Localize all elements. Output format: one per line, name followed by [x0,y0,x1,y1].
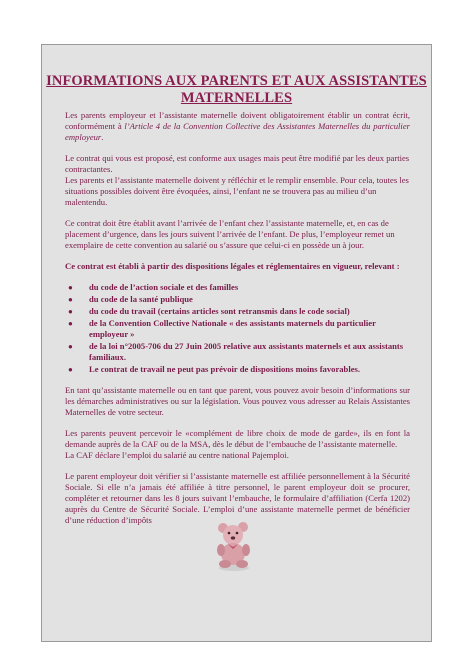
bullet-icon: ● [68,295,73,304]
bear-foot-right [236,560,248,568]
list-item-text: de la loi n°2005-706 du 27 Juin 2005 relative aux assistants maternels et aux assistants familiaux. [89,341,404,362]
paragraph-end: . [101,132,104,142]
list-item [65,282,410,293]
paragraph-text: Les parents employeur et l’assistante maternelle doivent obligatoirement établir un contrat écrit, conformément à [65,110,410,131]
list-item [65,294,410,305]
paragraph-legal-basis: Ce contrat est établi à partir des dispositions légales et réglementaires en vigueur, relevant : [65,261,400,271]
document-title: INFORMATIONS AUX PARENTS ET AUX ASSISTANTES MATERNELLES [46,73,427,106]
bear-arm-left [217,544,225,556]
list-item-text: du code de la santé publique [89,294,193,304]
bear-head [223,525,243,545]
list-item-text: de la Convention Collective Nationale « des assistants maternels du particulier employeur » [89,318,376,339]
bear-eye-left [228,532,231,535]
bear-nose [231,536,235,539]
bear-eye-right [236,532,239,535]
list-item [65,306,410,317]
paragraph-pajemploi: La CAF déclare l’emploi du salarié au centre national Pajemploi. [65,450,289,460]
paragraph-fill-together: Les parents et l’assistante maternelle doivent y réfléchir et le remplir ensemble. Pour cela, toutes les situations possibles doivent être évoquées, ainsi, l’enfant ne se trouvera pas au milieu d’un malentendu. [65,175,409,207]
bear-foot-left [219,560,231,568]
paragraph-contract-intro [65,110,410,143]
list-item-text: du code du travail (certains articles sont retransmis dans le code social) [89,306,350,316]
list-item-text: du code de l’action sociale et des familles [89,282,239,292]
bullet-icon: ● [68,319,73,328]
paragraph-relais-info: En tant qu’assistante maternelle ou en tant que parent, vous pouvez avoir besoin d’informations sur les démarches administratives ou sur la législation. Vous pouvez vous adresser au Relais Assistantes Maternelles de votre secteur. [65,385,410,417]
document-body [65,110,410,536]
paragraph-social-security: Le parent employeur doit vérifier si l’assistante maternelle est affiliée personnellement à la Sécurité Sociale. Si elle n’a jamais été affiliée à titre personnel, le parent employeur doit se procurer, compléter et retourner dans les 8 jours suivant l’embauche, le formulaire d’affiliation (Cerfa 1202) auprès du Centre de Sécurité Sociale. L’emploi d’une assistante maternelle permet de bénéficier d’une réduction d’impôts [65,471,410,525]
paragraph-conformity: Le contrat qui vous est proposé, est conforme aux usages mais peut être modifié par les deux parties contractantes. [65,153,410,174]
list-item [65,341,410,363]
list-item-text: Le contrat de travail ne peut pas prévoir de dispositions moins favorables. [89,364,361,374]
list-item [65,364,410,375]
paragraph-caf-benefit: Les parents peuvent percevoir le «complément de libre choix de mode de garde», ils en font la demande auprès de la CAF ou de la MSA, dès le début de l’embauche de l’assistante maternelle. [65,428,410,449]
bear-arm-right [242,544,250,556]
bullet-icon: ● [68,283,73,292]
list-item [65,318,410,340]
paragraph-timing: Ce contrat doit être établit avant l’arrivée de l’enfant chez l’assistante maternelle, et, en cas de placement d’urgence, dans les jours suivent l’arrivée de l’enfant. De plus, l’employeur remet un exemplaire de cette convention au salarié ou s’assure que celui-ci en possède un à jour. [65,218,395,250]
legal-sources-list [65,282,410,375]
bullet-icon: ● [68,307,73,316]
teddy-bear-icon [212,520,256,572]
bullet-icon: ● [68,365,73,374]
convention-reference: l’Article 4 de la Convention Collective des Assistantes Maternelles du particulier employeur [65,121,410,142]
bullet-icon: ● [68,342,73,351]
